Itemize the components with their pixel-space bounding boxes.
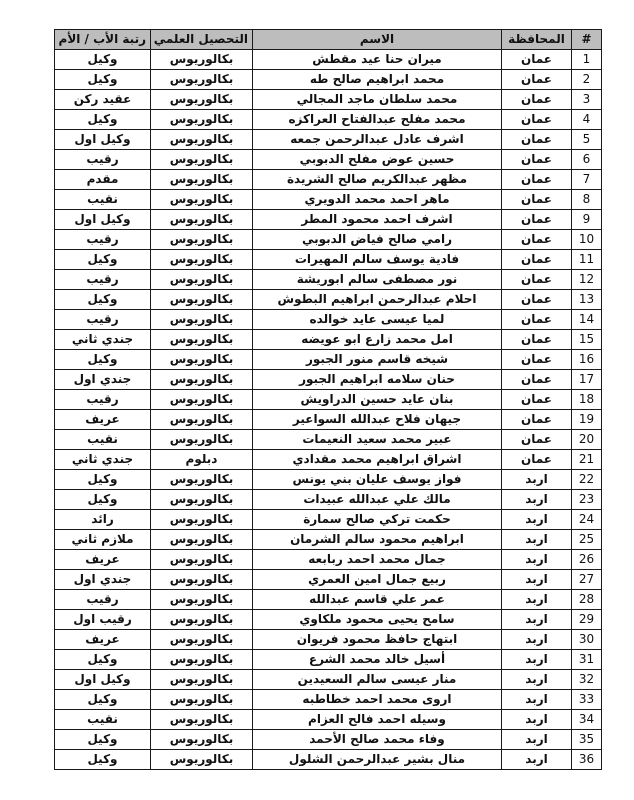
row-name: محمد ابراهيم صالح طه xyxy=(253,70,502,90)
table-row xyxy=(55,530,602,550)
row-name: حسين عوض مفلح الدبوبي xyxy=(253,150,502,170)
row-governorate: عمان xyxy=(502,90,572,110)
row-education: بكالوريوس xyxy=(151,130,253,150)
row-rank: عريف xyxy=(55,630,151,650)
row-number: 12 xyxy=(572,270,602,290)
row-governorate: عمان xyxy=(502,150,572,170)
row-number: 13 xyxy=(572,290,602,310)
table-row xyxy=(55,670,602,690)
names-table xyxy=(54,29,602,770)
row-name: نور مصطفى سالم ابوريشة xyxy=(253,270,502,290)
table-row xyxy=(55,550,602,570)
table-row xyxy=(55,470,602,490)
row-governorate: عمان xyxy=(502,390,572,410)
row-number: 5 xyxy=(572,130,602,150)
row-rank: وكيل xyxy=(55,250,151,270)
row-rank: رقيب اول xyxy=(55,610,151,630)
row-rank: مقدم xyxy=(55,170,151,190)
row-education: بكالوريوس xyxy=(151,570,253,590)
row-number: 20 xyxy=(572,430,602,450)
row-name: اشراق ابراهيم محمد مقدادي xyxy=(253,450,502,470)
table-row xyxy=(55,190,602,210)
row-number: 3 xyxy=(572,90,602,110)
row-education: بكالوريوس xyxy=(151,650,253,670)
table-row xyxy=(55,610,602,630)
row-name: اشرف احمد محمود المطر xyxy=(253,210,502,230)
row-number: 28 xyxy=(572,590,602,610)
row-governorate: عمان xyxy=(502,230,572,250)
row-education: بكالوريوس xyxy=(151,430,253,450)
row-number: 10 xyxy=(572,230,602,250)
row-rank: وكيل اول xyxy=(55,670,151,690)
table-row xyxy=(55,730,602,750)
row-education: بكالوريوس xyxy=(151,190,253,210)
row-name: فواز يوسف عليان بني يونس xyxy=(253,470,502,490)
row-number: 32 xyxy=(572,670,602,690)
row-education: بكالوريوس xyxy=(151,230,253,250)
row-number: 11 xyxy=(572,250,602,270)
row-education: بكالوريوس xyxy=(151,610,253,630)
row-rank: رقيب xyxy=(55,270,151,290)
row-governorate: عمان xyxy=(502,130,572,150)
row-rank: عريف xyxy=(55,550,151,570)
row-number: 31 xyxy=(572,650,602,670)
row-rank: وكيل xyxy=(55,730,151,750)
row-education: بكالوريوس xyxy=(151,90,253,110)
table-row xyxy=(55,570,602,590)
row-name: اروى محمد احمد خطاطبه xyxy=(253,690,502,710)
row-governorate: عمان xyxy=(502,330,572,350)
row-name: عمر علي قاسم عبدالله xyxy=(253,590,502,610)
row-number: 4 xyxy=(572,110,602,130)
row-governorate: اربد xyxy=(502,750,572,770)
row-number: 15 xyxy=(572,330,602,350)
row-education: بكالوريوس xyxy=(151,390,253,410)
row-governorate: عمان xyxy=(502,410,572,430)
row-governorate: عمان xyxy=(502,110,572,130)
row-rank: وكيل xyxy=(55,50,151,70)
row-number: 8 xyxy=(572,190,602,210)
row-education: بكالوريوس xyxy=(151,750,253,770)
row-name: ابتهاج حافظ محمود فريوان xyxy=(253,630,502,650)
row-number: 16 xyxy=(572,350,602,370)
row-name: ميران حنا عيد مقطش xyxy=(253,50,502,70)
table-row xyxy=(55,210,602,230)
row-rank: نقيب xyxy=(55,710,151,730)
table-row xyxy=(55,330,602,350)
table-row xyxy=(55,130,602,150)
row-number: 7 xyxy=(572,170,602,190)
row-governorate: عمان xyxy=(502,450,572,470)
table-row xyxy=(55,110,602,130)
row-education: بكالوريوس xyxy=(151,350,253,370)
row-rank: وكيل xyxy=(55,650,151,670)
table-row xyxy=(55,450,602,470)
row-rank: جندي اول xyxy=(55,570,151,590)
row-governorate: اربد xyxy=(502,530,572,550)
row-name: احلام عبدالرحمن ابراهيم البطوش xyxy=(253,290,502,310)
table-row xyxy=(55,430,602,450)
row-governorate: اربد xyxy=(502,510,572,530)
row-education: بكالوريوس xyxy=(151,410,253,430)
row-rank: نقيب xyxy=(55,430,151,450)
row-education: بكالوريوس xyxy=(151,170,253,190)
row-education: بكالوريوس xyxy=(151,470,253,490)
row-rank: رقيب xyxy=(55,310,151,330)
table-row xyxy=(55,650,602,670)
row-education: بكالوريوس xyxy=(151,550,253,570)
table-row xyxy=(55,710,602,730)
row-governorate: عمان xyxy=(502,50,572,70)
table-row xyxy=(55,590,602,610)
row-name: ماهر احمد محمد الدويري xyxy=(253,190,502,210)
row-rank: وكيل xyxy=(55,70,151,90)
table-row xyxy=(55,490,602,510)
row-education: بكالوريوس xyxy=(151,590,253,610)
row-governorate: عمان xyxy=(502,250,572,270)
row-name: مظهر عبدالكريم صالح الشريدة xyxy=(253,170,502,190)
row-number: 14 xyxy=(572,310,602,330)
row-governorate: عمان xyxy=(502,190,572,210)
row-rank: جندي اول xyxy=(55,370,151,390)
row-name: حكمت تركي صالح سمارة xyxy=(253,510,502,530)
row-number: 35 xyxy=(572,730,602,750)
row-education: بكالوريوس xyxy=(151,110,253,130)
row-number: 36 xyxy=(572,750,602,770)
row-number: 27 xyxy=(572,570,602,590)
header-rank: رتبة الأب / الأم xyxy=(55,30,151,50)
row-number: 29 xyxy=(572,610,602,630)
row-name: اشرف عادل عبدالرحمن جمعه xyxy=(253,130,502,150)
row-rank: نقيب xyxy=(55,190,151,210)
row-number: 33 xyxy=(572,690,602,710)
row-name: أسيل خالد محمد الشرع xyxy=(253,650,502,670)
row-governorate: اربد xyxy=(502,590,572,610)
row-governorate: اربد xyxy=(502,710,572,730)
names-table-sheet xyxy=(54,29,601,770)
row-rank: عقيد ركن xyxy=(55,90,151,110)
row-number: 26 xyxy=(572,550,602,570)
row-governorate: اربد xyxy=(502,570,572,590)
row-education: بكالوريوس xyxy=(151,310,253,330)
table-body xyxy=(55,50,602,770)
row-name: جمال محمد احمد ربابعه xyxy=(253,550,502,570)
row-education: بكالوريوس xyxy=(151,290,253,310)
row-governorate: اربد xyxy=(502,630,572,650)
row-education: بكالوريوس xyxy=(151,730,253,750)
row-rank: وكيل xyxy=(55,470,151,490)
row-name: محمد سلطان ماجد المجالي xyxy=(253,90,502,110)
row-education: بكالوريوس xyxy=(151,50,253,70)
row-number: 22 xyxy=(572,470,602,490)
row-education: بكالوريوس xyxy=(151,250,253,270)
row-number: 21 xyxy=(572,450,602,470)
table-row xyxy=(55,70,602,90)
header-num: # xyxy=(572,30,602,50)
table-row xyxy=(55,390,602,410)
row-name: وفاء محمد صالح الأحمد xyxy=(253,730,502,750)
row-governorate: اربد xyxy=(502,730,572,750)
row-governorate: عمان xyxy=(502,430,572,450)
table-row xyxy=(55,90,602,110)
row-name: لميا عيسى عايد خوالده xyxy=(253,310,502,330)
row-name: ربيع جمال امين العمري xyxy=(253,570,502,590)
row-number: 18 xyxy=(572,390,602,410)
row-name: منار عيسى سالم السعيدين xyxy=(253,670,502,690)
row-education: بكالوريوس xyxy=(151,270,253,290)
row-name: فادية يوسف سالم المهيرات xyxy=(253,250,502,270)
table-row xyxy=(55,50,602,70)
row-name: امل محمد زارع ابو عويضه xyxy=(253,330,502,350)
row-rank: وكيل اول xyxy=(55,130,151,150)
row-number: 17 xyxy=(572,370,602,390)
header-governorate: المحافظة xyxy=(502,30,572,50)
row-education: بكالوريوس xyxy=(151,510,253,530)
table-row xyxy=(55,270,602,290)
row-governorate: اربد xyxy=(502,550,572,570)
row-rank: ملازم ثاني xyxy=(55,530,151,550)
row-education: بكالوريوس xyxy=(151,710,253,730)
row-governorate: عمان xyxy=(502,270,572,290)
row-rank: رقيب xyxy=(55,390,151,410)
row-rank: رائد xyxy=(55,510,151,530)
table-row xyxy=(55,250,602,270)
row-education: بكالوريوس xyxy=(151,630,253,650)
row-rank: وكيل xyxy=(55,750,151,770)
table-row xyxy=(55,690,602,710)
row-governorate: عمان xyxy=(502,350,572,370)
row-name: حنان سلامه ابراهيم الجبور xyxy=(253,370,502,390)
row-name: منال بشير عبدالرحمن الشلول xyxy=(253,750,502,770)
table-header-row xyxy=(55,30,602,50)
row-rank: جندي ثاني xyxy=(55,330,151,350)
row-rank: رقيب xyxy=(55,590,151,610)
row-rank: رقيب xyxy=(55,150,151,170)
row-number: 30 xyxy=(572,630,602,650)
row-education: دبلوم xyxy=(151,450,253,470)
table-row xyxy=(55,230,602,250)
table-row xyxy=(55,350,602,370)
row-education: بكالوريوس xyxy=(151,210,253,230)
header-name: الاسم xyxy=(253,30,502,50)
row-number: 6 xyxy=(572,150,602,170)
row-rank: وكيل xyxy=(55,490,151,510)
row-name: ابراهيم محمود سالم الشرمان xyxy=(253,530,502,550)
table-row xyxy=(55,150,602,170)
row-governorate: اربد xyxy=(502,650,572,670)
table-row xyxy=(55,630,602,650)
row-governorate: عمان xyxy=(502,370,572,390)
row-number: 19 xyxy=(572,410,602,430)
row-rank: وكيل xyxy=(55,690,151,710)
row-rank: وكيل xyxy=(55,290,151,310)
row-education: بكالوريوس xyxy=(151,150,253,170)
header-education: التحصيل العلمي xyxy=(151,30,253,50)
row-governorate: اربد xyxy=(502,690,572,710)
row-education: بكالوريوس xyxy=(151,670,253,690)
row-number: 9 xyxy=(572,210,602,230)
row-name: بنان عايد حسين الدراويش xyxy=(253,390,502,410)
table-row xyxy=(55,310,602,330)
row-governorate: اربد xyxy=(502,610,572,630)
row-governorate: عمان xyxy=(502,170,572,190)
row-governorate: عمان xyxy=(502,70,572,90)
row-governorate: اربد xyxy=(502,670,572,690)
row-education: بكالوريوس xyxy=(151,530,253,550)
row-number: 2 xyxy=(572,70,602,90)
row-name: رامي صالح فياض الدبوبي xyxy=(253,230,502,250)
table-row xyxy=(55,370,602,390)
row-name: سامح يحيى محمود ملكاوي xyxy=(253,610,502,630)
row-number: 1 xyxy=(572,50,602,70)
table-row xyxy=(55,510,602,530)
row-rank: عريف xyxy=(55,410,151,430)
row-name: مالك علي عبدالله عبيدات xyxy=(253,490,502,510)
row-education: بكالوريوس xyxy=(151,490,253,510)
row-rank: وكيل xyxy=(55,350,151,370)
row-name: محمد مفلح عبدالفتاح العراكزه xyxy=(253,110,502,130)
row-governorate: عمان xyxy=(502,210,572,230)
row-name: جيهان فلاح عبدالله السواعير xyxy=(253,410,502,430)
row-governorate: اربد xyxy=(502,470,572,490)
row-governorate: عمان xyxy=(502,310,572,330)
row-education: بكالوريوس xyxy=(151,70,253,90)
table-row xyxy=(55,410,602,430)
row-education: بكالوريوس xyxy=(151,330,253,350)
row-name: شيخه قاسم منور الجبور xyxy=(253,350,502,370)
row-number: 25 xyxy=(572,530,602,550)
row-rank: رقيب xyxy=(55,230,151,250)
table-row xyxy=(55,290,602,310)
row-name: وسيله احمد فالح العزام xyxy=(253,710,502,730)
row-rank: وكيل xyxy=(55,110,151,130)
row-education: بكالوريوس xyxy=(151,690,253,710)
table-row xyxy=(55,750,602,770)
row-name: عبير محمد سعيد النعيمات xyxy=(253,430,502,450)
table-row xyxy=(55,170,602,190)
row-governorate: اربد xyxy=(502,490,572,510)
row-education: بكالوريوس xyxy=(151,370,253,390)
row-number: 34 xyxy=(572,710,602,730)
row-governorate: عمان xyxy=(502,290,572,310)
row-number: 24 xyxy=(572,510,602,530)
row-number: 23 xyxy=(572,490,602,510)
row-rank: وكيل اول xyxy=(55,210,151,230)
row-rank: جندي ثاني xyxy=(55,450,151,470)
